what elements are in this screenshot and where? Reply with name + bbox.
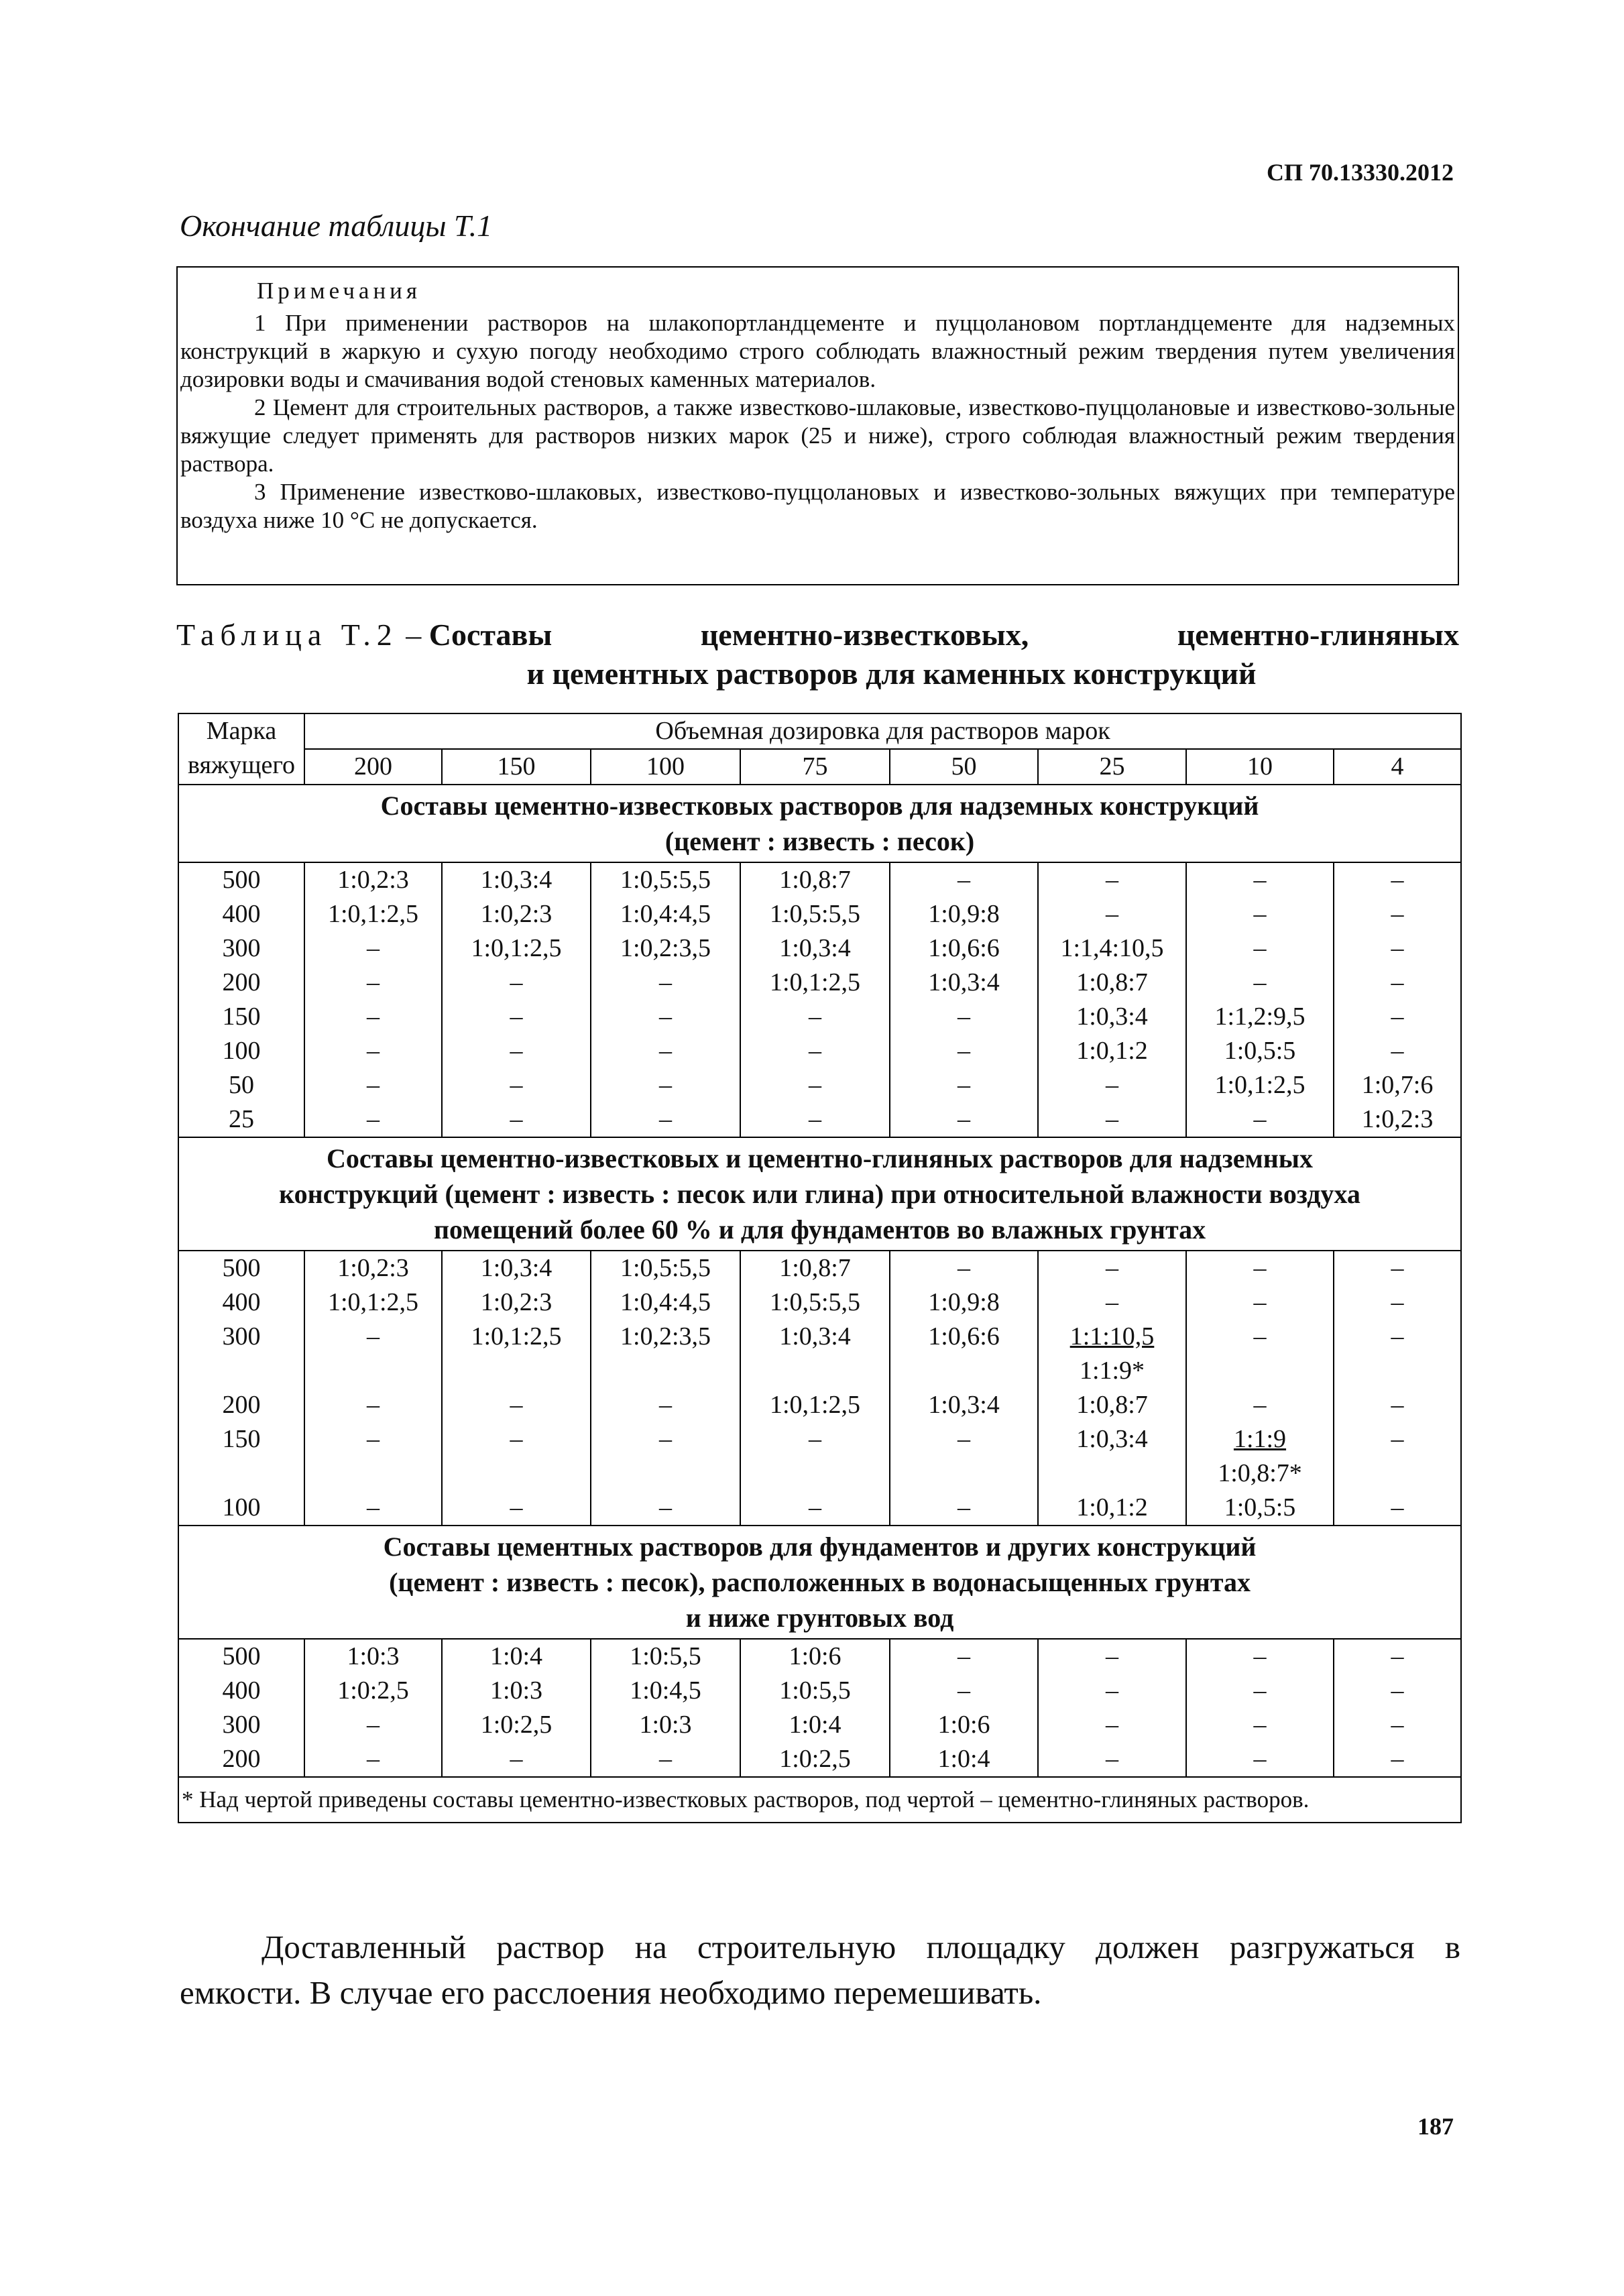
table-cell: – (740, 1068, 890, 1102)
table-cell: 1:0:4 (442, 1639, 591, 1674)
page-number: 187 (1417, 2113, 1454, 2140)
table-cell: 1:0,9:8 (890, 1285, 1038, 1320)
table-cell: 1:0,5:5,5 (591, 862, 740, 897)
table-cell: – (304, 1742, 442, 1777)
table-cell: 1:0:5,5 (740, 1674, 890, 1708)
table-cell: 1:0,6:6 (890, 931, 1038, 966)
table-cell: – (304, 1422, 442, 1491)
binder-grade-cell: 500 (178, 1639, 304, 1674)
table-cell: – (1186, 1285, 1334, 1320)
table-cell: – (1186, 1708, 1334, 1742)
cell-value-below: 1:1:9* (1079, 1357, 1145, 1385)
table-cell: 1:0,9:8 (890, 897, 1038, 931)
table-cell: – (1038, 1068, 1186, 1102)
note-item: 3 Применение известково-шлаковых, известково-пуццолановых и известково-зольных вяжущих при температуре воздуха ниже 10 °С не допускается. (180, 479, 1455, 533)
table-cell: 1:0,2:3 (1334, 1102, 1461, 1137)
table-cell: 1:0,1:2,5 (1186, 1068, 1334, 1102)
table-label: Таблица Т.2 (176, 618, 398, 652)
table-cell: 1:0:4 (740, 1708, 890, 1742)
header-line: вяжущего (188, 751, 295, 779)
table-cell: – (591, 1422, 740, 1491)
body-line: емкости. В случае его расслоения необходимо перемешивать. (180, 1974, 1042, 2011)
table-cell: – (304, 1000, 442, 1034)
table-cell: 1:0,1:2,5 (304, 1285, 442, 1320)
table-row (178, 1422, 1461, 1491)
table-cell: – (442, 1422, 591, 1491)
table-cell: – (442, 1068, 591, 1102)
table-cell: 1:0,7:6 (1334, 1068, 1461, 1102)
table-cell: – (1038, 1102, 1186, 1137)
table-cell: 500 (178, 1251, 304, 1285)
table-cell: 1:0,4:4,5 (591, 1285, 740, 1320)
table-cell: – (1038, 1639, 1186, 1674)
table-cell: 1:0:2,5 (304, 1674, 442, 1708)
binder-grade-cell: 300 (178, 931, 304, 966)
binder-grade-cell: 200 (178, 966, 304, 1000)
table-cell: – (442, 1000, 591, 1034)
table-row (178, 1068, 1461, 1102)
table-cell: 1:0:2,5 (442, 1708, 591, 1742)
table-cell: – (1334, 966, 1461, 1000)
table-cell: 1:0,3:4 (890, 1388, 1038, 1422)
table-cell: – (591, 1742, 740, 1777)
title-word: цементно-известковых, (700, 618, 1029, 652)
table-cell: 1:0:6 (890, 1708, 1038, 1742)
table-cell: 1:0,4:4,5 (591, 897, 740, 931)
binder-grade-cell: 400 (178, 897, 304, 931)
table-cell: – (304, 1708, 442, 1742)
grade-header: 50 (890, 749, 1038, 785)
table-footnote: * Над чертой приведены составы цементно-известковых растворов, под чертой – цементно-глиняных растворов. (178, 1777, 1461, 1823)
table-cell: 1:0,1:2,5 (304, 897, 442, 931)
table-cell: – (1334, 897, 1461, 931)
table-cell: 1:0,3:4 (740, 931, 890, 966)
footnote-row (178, 1777, 1461, 1823)
table-cell: 1:0,3:4 (890, 966, 1038, 1000)
table-cell: – (1186, 1742, 1334, 1777)
section-header (178, 1137, 1461, 1251)
table-cell: 1:0,3:4 (1038, 1000, 1186, 1034)
grade-header: 10 (1186, 749, 1334, 785)
table-cell: – (890, 862, 1038, 897)
binder-grade-cell: 25 (178, 1102, 304, 1137)
table-cell: – (890, 1422, 1038, 1491)
table-cell: 1:0,5:5 (1186, 1491, 1334, 1526)
title-word: цементно-глиняных (1177, 618, 1459, 652)
table-cell: – (740, 1422, 890, 1491)
table-cell: 1:0,8:7 (1038, 1388, 1186, 1422)
section-line: (цемент : известь : песок), расположенных в водонасыщенных грунтах (389, 1567, 1251, 1597)
grade-header: 25 (1038, 749, 1186, 785)
table-cell: 1:0:4,5 (591, 1674, 740, 1708)
table-row (178, 1639, 1461, 1674)
note-item: 1 При применении растворов на шлакопортландцементе и пуццолановом портландцементе для надземных конструкций в жаркую и сухую погоду необходимо строго соблюдать влажностный режим твердения путем увеличения дозировки воды и смачивания водой стеновых каменных материалов. (180, 310, 1455, 392)
section-line: Составы цементно-известковых растворов для надземных конструкций (380, 791, 1259, 821)
table-cell: 1:0,2:3 (304, 1251, 442, 1285)
table-cell: 1:0,8:7 (740, 1251, 890, 1285)
grade-header-row (178, 749, 1461, 785)
table-cell: – (1334, 862, 1461, 897)
table-cell: 1:0:4 (890, 1742, 1038, 1777)
table-cell: – (1334, 1491, 1461, 1526)
table-cell: – (591, 1491, 740, 1526)
table-cell: 1:0,5:5,5 (591, 1251, 740, 1285)
table-cell: – (591, 1034, 740, 1068)
table-cell: 1:0,5:5 (1186, 1034, 1334, 1068)
table-row (178, 1388, 1461, 1422)
table-cell: 1:0,3:4 (1038, 1422, 1186, 1491)
table-row (178, 1491, 1461, 1526)
table-cell: 300 (178, 1320, 304, 1388)
table-cell: – (591, 1102, 740, 1137)
table-cell: – (591, 1068, 740, 1102)
section-line: конструкций (цемент : известь : песок или глина) при относительной влажности воздуха (279, 1179, 1360, 1209)
table-cell: – (304, 966, 442, 1000)
table-row (178, 1674, 1461, 1708)
table-cell: 1:0,1:2,5 (740, 1388, 890, 1422)
table-cell: – (1186, 966, 1334, 1000)
table-cell: – (591, 966, 740, 1000)
table-cell: 1:0,1:2,5 (442, 931, 591, 966)
table-cell: – (304, 1068, 442, 1102)
body-paragraph (180, 1925, 1460, 2016)
table-cell: 1:1,4:10,5 (1038, 931, 1186, 966)
table-cell: – (1334, 1034, 1461, 1068)
table-cell: 1:0:5,5 (591, 1639, 740, 1674)
table-cell: 200 (178, 1388, 304, 1422)
binder-grade-cell: 500 (178, 862, 304, 897)
table-cell: – (304, 1102, 442, 1137)
section-line: помещений более 60 % и для фундаментов во влажных грунтах (433, 1214, 1206, 1245)
table-row (178, 1034, 1461, 1068)
binder-grade-cell: 300 (178, 1708, 304, 1742)
table-cell: – (1186, 897, 1334, 931)
table-cell: – (890, 1102, 1038, 1137)
grade-header: 4 (1334, 749, 1461, 785)
grade-header: 75 (740, 749, 890, 785)
section-line: Составы цементно-известковых и цементно-глиняных растворов для надземных (327, 1143, 1314, 1173)
section-header (178, 785, 1461, 862)
table-cell: – (1038, 897, 1186, 931)
title-word: Составы (428, 618, 553, 652)
binder-grade-cell: 100 (178, 1034, 304, 1068)
table-cell: 100 (178, 1491, 304, 1526)
dosage-header: Объемная дозировка для растворов марок (304, 713, 1461, 749)
table-cell: – (1186, 1674, 1334, 1708)
table-cell: 1:0,2:3,5 (591, 1320, 740, 1388)
binder-grade-cell: 50 (178, 1068, 304, 1102)
table-row (178, 862, 1461, 897)
body-line: Доставленный раствор на строительную площадку должен разгружаться в (262, 1929, 1460, 1965)
table-title-line2: и цементных растворов для каменных конструкций (526, 656, 1257, 691)
table-cell: 1:0:3 (304, 1639, 442, 1674)
table-row (178, 931, 1461, 966)
table-cell: – (1186, 1320, 1334, 1388)
mortar-composition-table (178, 713, 1462, 1823)
table-cell: 1:0,2:3 (442, 1285, 591, 1320)
continuation-title: Окончание таблицы Т.1 (180, 209, 493, 243)
table-cell: – (304, 931, 442, 966)
table-row (178, 897, 1461, 931)
table-cell: 1:0,2:3 (442, 897, 591, 931)
notes-box (176, 266, 1459, 585)
table-cell: 1:0,1:2 (1038, 1034, 1186, 1068)
section-line: (цемент : известь : песок) (664, 826, 975, 856)
section-header-row (178, 1526, 1461, 1639)
table-cell: – (1038, 1742, 1186, 1777)
table-row (178, 1102, 1461, 1137)
table-row (178, 1251, 1461, 1285)
table-cell: – (890, 1251, 1038, 1285)
table-title (176, 616, 1459, 693)
table-cell: – (1038, 1251, 1186, 1285)
table-cell: 1:0:6 (740, 1639, 890, 1674)
table-cell: – (890, 1674, 1038, 1708)
table-cell: – (442, 1034, 591, 1068)
table-cell: – (1334, 1388, 1461, 1422)
table-row (178, 1285, 1461, 1320)
table-cell: – (1334, 1320, 1461, 1388)
binder-grade-cell: 200 (178, 1742, 304, 1777)
table-cell: – (1186, 1102, 1334, 1137)
header-row (178, 713, 1461, 749)
table-cell: 1:0,1:2,5 (442, 1320, 591, 1388)
table-cell: – (1334, 1422, 1461, 1491)
table-cell: 150 (178, 1422, 304, 1491)
table-cell: – (1186, 862, 1334, 897)
table-cell: – (591, 1388, 740, 1422)
table-cell: – (442, 1102, 591, 1137)
note-item: 2 Цемент для строительных растворов, а также известково-шлаковые, известково-пуццолановые и известково-зольные вяжущие следует применять для растворов низких марок (25 и ниже), строго соблюдая влажностный режим твердения раствора. (180, 394, 1455, 477)
section-header-row (178, 785, 1461, 862)
table-row (178, 1000, 1461, 1034)
table-cell: – (591, 1000, 740, 1034)
table-cell: 1:0,2:3 (304, 862, 442, 897)
table-cell: 1:0,3:4 (442, 862, 591, 897)
table-cell: – (890, 1000, 1038, 1034)
table-cell: – (1334, 931, 1461, 966)
grade-header: 200 (304, 749, 442, 785)
document-code: СП 70.13330.2012 (1267, 159, 1454, 186)
notes-heading: Примечания (257, 278, 422, 304)
table-cell: – (740, 1491, 890, 1526)
table-cell: 1:0,2:3,5 (591, 931, 740, 966)
table-cell: – (740, 1000, 890, 1034)
table-cell: – (304, 1491, 442, 1526)
grade-header: 100 (591, 749, 740, 785)
table-cell: – (1038, 1674, 1186, 1708)
table-cell: – (1334, 1285, 1461, 1320)
table-cell: – (890, 1034, 1038, 1068)
section-line: Составы цементных растворов для фундаментов и других конструкций (383, 1532, 1257, 1562)
table-cell: – (442, 966, 591, 1000)
table-cell: – (890, 1491, 1038, 1526)
cell-value-above: 1:1:9 (1233, 1425, 1287, 1453)
table-cell: – (1186, 931, 1334, 966)
header-line: Марка (206, 717, 277, 745)
table-cell: 1:0:2,5 (740, 1742, 890, 1777)
section-line: и ниже грунтовых вод (685, 1603, 954, 1633)
table-cell: – (1334, 1000, 1461, 1034)
table-cell: – (1334, 1639, 1461, 1674)
table-cell: – (304, 1320, 442, 1388)
binder-grade-header (178, 713, 304, 785)
table-cell: 1:0:3 (591, 1708, 740, 1742)
table-cell: – (740, 1102, 890, 1137)
table-cell: – (1186, 1388, 1334, 1422)
table-cell: 1:0,8:7 (740, 862, 890, 897)
table-cell: – (1038, 862, 1186, 897)
table-cell: 1:0,3:4 (740, 1320, 890, 1388)
binder-grade-cell: 150 (178, 1000, 304, 1034)
table-cell (1038, 1320, 1186, 1388)
table-row (178, 1708, 1461, 1742)
section-header (178, 1526, 1461, 1639)
table-cell: 1:0,6:6 (890, 1320, 1038, 1388)
title-dash: – (398, 618, 429, 652)
table-cell: – (1334, 1251, 1461, 1285)
table-cell: 1:0,5:5,5 (740, 1285, 890, 1320)
table-cell: 1:0,3:4 (442, 1251, 591, 1285)
table-cell: – (304, 1034, 442, 1068)
table-cell: – (1038, 1285, 1186, 1320)
grade-header: 150 (442, 749, 591, 785)
table-row (178, 1320, 1461, 1388)
cell-value-below: 1:0,8:7* (1218, 1459, 1302, 1487)
table-cell: – (442, 1742, 591, 1777)
table-cell: 1:0,5:5,5 (740, 897, 890, 931)
table-cell: – (442, 1388, 591, 1422)
table-cell: 1:0:3 (442, 1674, 591, 1708)
section-header-row (178, 1137, 1461, 1251)
table-cell: 1:0,8:7 (1038, 966, 1186, 1000)
table-cell: 1:0,1:2 (1038, 1491, 1186, 1526)
table-cell (1186, 1422, 1334, 1491)
table-cell: 400 (178, 1285, 304, 1320)
table-cell: – (1186, 1251, 1334, 1285)
table-cell: 1:0,1:2,5 (740, 966, 890, 1000)
table-cell: – (1038, 1708, 1186, 1742)
table-cell: – (890, 1639, 1038, 1674)
table-cell: – (304, 1388, 442, 1422)
table-cell: – (1334, 1708, 1461, 1742)
table-cell: – (442, 1491, 591, 1526)
table-cell: – (1334, 1742, 1461, 1777)
table-cell: – (1334, 1674, 1461, 1708)
cell-value-above: 1:1:10,5 (1069, 1322, 1155, 1351)
table-cell: – (740, 1034, 890, 1068)
table-cell: 1:1,2:9,5 (1186, 1000, 1334, 1034)
table-cell: – (1186, 1639, 1334, 1674)
binder-grade-cell: 400 (178, 1674, 304, 1708)
table-cell: – (890, 1068, 1038, 1102)
table-row (178, 1742, 1461, 1777)
table-row (178, 966, 1461, 1000)
